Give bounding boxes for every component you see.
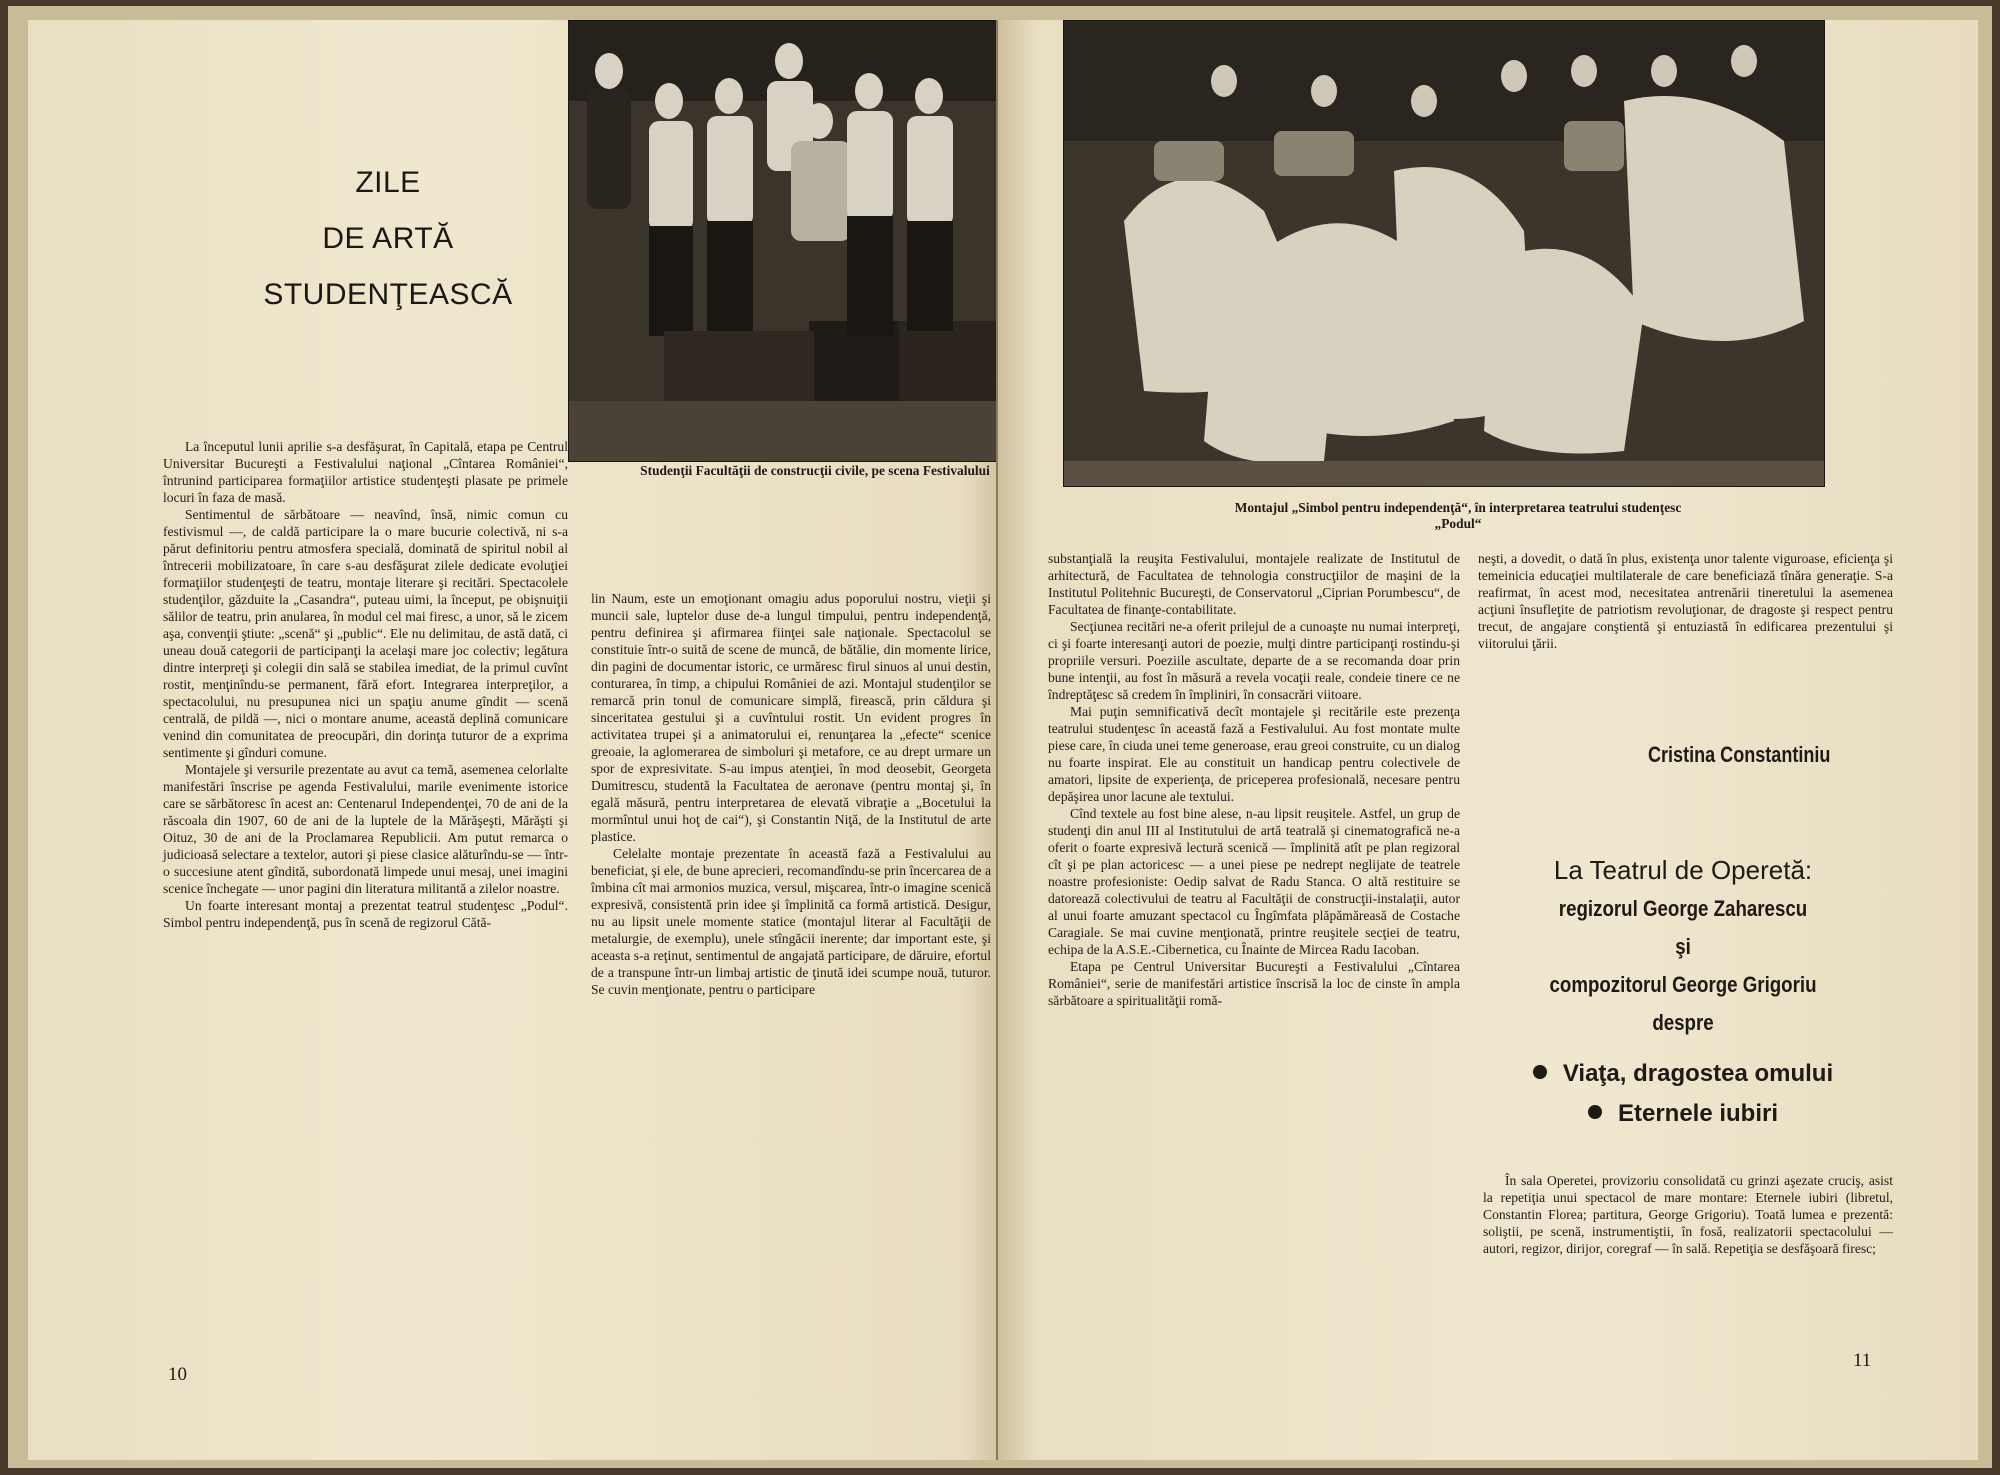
title-line-1: ZILE <box>355 166 421 199</box>
title-line-3: STUDENŢEASCĂ <box>263 278 513 311</box>
opera-bullet-1 <box>1468 1054 1898 1094</box>
paragraph: neşti, a dovedit, o dată în plus, existenţa unor talente viguroase, eficienţa şi temeinicia educaţiei multilaterale de care beneficiază tînăra generaţie. S-a reafirmat, în acest mod, necesitatea antrenării tineretului la asemenea acţiuni însufleţite de patriotism revoluţionar, de dragoste şi respect pentru trecut, de angajare conştientă şi entuziastă în edificarea prezentului şi viitorului ţării. <box>1478 551 1893 651</box>
photo2-caption <box>1148 500 1768 532</box>
photo2-caption-line1: Montajul „Simbol pentru independenţă“, în interpretarea teatrului studenţesc <box>1234 500 1682 515</box>
right-column-2 <box>1478 550 1893 652</box>
opera-headline <box>1468 850 1898 1134</box>
page-number-right: 11 <box>1853 1350 1872 1371</box>
article-title <box>178 155 598 323</box>
left-page <box>28 20 1003 1460</box>
page-number-left: 10 <box>168 1364 187 1385</box>
paragraph: Celelalte montaje prezentate în această fază a Festivalului au beneficiat, şi ele, de bune aprecieri, recomandîndu-se prin încercarea de a îmbina cît mai armonios muzica, versul, mişcarea, într-o imagine scenică expresivă, consistentă prin idee şi împlinită ca formă artistică. Desigur, nu au lipsit unele momente statice (montajul literar al Facultăţii de metalurgie, de exemplu), unele stîngăcii inerente; dar important este, şi aceasta s-a reţinut, sentimentul de angajată participare, de dăruire, efortul de a transpune într-un limbaj artistic de ţinută idei scumpe nouă, tuturor. Se cuvin menţionate, pentru o participare <box>591 846 991 997</box>
photo-podul-theatre <box>1063 20 1825 487</box>
opera-line-3: şi <box>1675 934 1691 959</box>
opera-column <box>1483 1172 1893 1257</box>
right-column-1 <box>1048 550 1460 1009</box>
bullet-icon <box>1533 1065 1547 1079</box>
paragraph: Cînd textele au fost bine alese, n-au lipsit reuşitele. Astfel, un grup de studenţi din anul III al Institutului de artă teatrală şi cinematografică ne-a oferit o foarte expresivă lectură scenică — împlinită atît pe plan regizoral cît şi pe plan actoricesc — a unei piese pe nedrept neglijate de teatrele noastre profesioniste: Oedip salvat de Radu Stanca. O altă restituire se datorează colectivului de teatru al Facultăţii de construcţii-instalaţii, autor al unui foarte amuzant spectacol cu Îngîmfata plăpămăreasă de Costache Caragiale. Se mai cuvine menţionată, printre reuşitele secţiei de teatru, echipa de la A.S.E.-Cibernetica, cu Înainte de Mircea Radu Iacoban. <box>1048 806 1460 957</box>
opera-bullet-2-text: Eternele iubiri <box>1617 1100 1779 1127</box>
paragraph: lin Naum, este un emoţionant omagiu adus poporului nostru, vieţii şi muncii sale, luptelor duse de-a lungul timpului, pentru independenţă, pentru definirea şi afirmarea fiinţei sale naţionale. Spectacolul se constituie într-o suită de scene de muncă, de bătălie, din momente lirice, din pagini de documentar istoric, ce urmăresc firul sinuos al unui destin, conturarea, în timp, a chipului României de azi. Montajul studenţilor se remarcă prin tonul de comunicare simplă, firească, prin căldura şi sinceritatea gestului şi a cuvîntului rostit. Un evident progres în activitatea trupei şi a animatorului ei, renunţarea la „efecte“ scenice greoaie, la aglomerarea de simboluri şi metafore, ce au drept urmare un spor de expresivitate. S-au impus atenţiei, în mod deosebit, Georgeta Dumitrescu, studentă la Facultatea de aeronave (pentru montaj şi, în egală măsură, pentru interpretarea de elevată vibraţie a „Bocetului la mormîntul unui hoţ de cai“), şi Constantin Niţă, de la Institutul de arte plastice. <box>591 591 991 844</box>
opera-line-1: La Teatrul de Operetă: <box>1553 855 1813 885</box>
opera-bullet-2 <box>1468 1094 1898 1134</box>
opera-line-2: regizorul George Zaharescu <box>1558 896 1808 921</box>
paragraph: Montajele şi versurile prezentate au avut ca temă, asemenea celorlalte manifestări înscrise pe agenda Festivalului, marile evenimente istorice care se sărbătoresc în acest an: Centenarul Independenţei, 70 de ani de la răscoala din 1907, 60 de ani de la luptele de la Mărăşeşti, Mărăşti şi Oituz, 30 de ani de la Proclamarea Republicii. Am putut remarca o judicioasă selectare a textelor, autori şi piese clasice alăturîndu-se — într-o succesiune atent gîndită, subordonată limpede unui mesaj, unei imagini scenice închegate — unor pagini din literatura militantă a zilelor noastre. <box>163 762 568 896</box>
title-line-2: DE ARTĂ <box>322 222 454 255</box>
photo2-caption-line2: „Podul“ <box>1434 516 1482 531</box>
paragraph: Mai puţin semnificativă decît montajele şi recitările este prezenţa teatrului studenţesc în această fază a Festivalului. Au fost montate multe piese care, în ciuda unei teme generoase, erau greoi construite, cu un dialog nu foarte inspirat. Ele au constituit un handicap pentru colectivele de amatori, lipsite de experienţa, de priceperea profesională, necesare pentru depăşirea unor lacune ale textului. <box>1048 704 1460 804</box>
paragraph: substanţială la reuşita Festivalului, montajele realizate de Institutul de arhitectură, de Facultatea de tehnologia construcţiilor de maşini de la Institutul Politehnic Bucureşti, de Conservatorul „Ciprian Porumbescu“, de Facultatea de finanţe-contabilitate. <box>1048 551 1460 617</box>
opera-bullet-1-text: Viaţa, dragostea omului <box>1562 1060 1834 1087</box>
paragraph: Un foarte interesant montaj a prezentat teatrul studenţesc „Podul“. Simbol pentru independenţă, pus în scenă de regizorul Cătă- <box>163 898 568 930</box>
paragraph: Sentimentul de sărbătoare — neavînd, însă, nimic comun cu festivismul —, de caldă participare la o mare bucurie colectivă, ni s-a părut definitoriu pentru atmosfera specială, dominată de spiritul nobil al întrecerii mobilizatoare, în care s-au desfăşurat zilele dedicate evoluţiei formaţiilor studenţeşti de teatru, montaje literare şi recitări. Spectacolele studenţilor, găzduite la „Casandra“, puteau uimi, la început, pe obişnuiţii sălilor de teatru, prin anularea, în modul cel mai firesc, a unor, să le zicem aşa, convenţii ştiute: „scenă“ şi „public“. Ele nu delimitau, de astă dată, ci uneau două categorii de participanţi la acelaşi mare joc colectiv; legătura dintre interpreţi şi colegii din sală se stabilea imediat, de la primul cuvînt rostit, menţinîndu-se permanent, fără efort. Integrarea interpreţilor, a spectacolului, nu presupunea nici un spaţiu anume gîndit — scenă centrală, de pildă —, nici o montare anume, această deplină comunicare venind din comunitatea de preocupări, din dorinţa tuturor de a exprima sentimente şi gînduri comune. <box>163 507 568 760</box>
photo1-caption: Studenţii Facultăţii de construcţii civile, pe scena Festivalului <box>640 463 990 478</box>
left-column-2 <box>591 590 991 998</box>
magazine-spread <box>8 6 1992 1468</box>
opera-line-5: despre <box>1652 1010 1714 1035</box>
opera-line-4: compozitorul George Grigoriu <box>1549 972 1817 997</box>
paragraph: Etapa pe Centrul Universitar Bucureşti a Festivalului „Cîntarea României“, serie de manifestări artistice înscrisă la loc de cinste în ampla sărbătoare a spiritualităţii romă- <box>1048 959 1460 1008</box>
paragraph: La începutul lunii aprilie s-a desfăşurat, în Capitală, etapa pe Centrul Universitar Bucureşti a Festivalului naţional „Cîntarea României“, întrunind participarea formaţiilor artistice studenţeşti plasate pe primele locuri în faza de masă. <box>163 439 568 505</box>
left-column-1 <box>163 438 568 931</box>
article-author: Cristina Constantiniu <box>1648 742 1831 767</box>
bullet-icon <box>1588 1105 1602 1119</box>
paragraph: În sala Operetei, provizoriu consolidată cu grinzi aşezate cruciş, asist la repetiţia unui spectacol de mare montare: Eternele iubiri (libretul, Constantin Florea; partitura, George Grigoriu). Toată lumea e prezentă: soliştii, pe scenă, instrumentiştii, în fosă, realizatorii spectacolului — autori, regizor, dirijor, coregraf — în sală. Repetiţia se desfăşoară firesc; <box>1483 1173 1893 1256</box>
paragraph: Secţiunea recitări ne-a oferit prilejul de a cunoaşte nu numai interpreţi, ci şi foarte interesanţi autori de poezie, mulţi dintre participanţi rostindu-şi propriile versuri. Poeziile ascultate, departe de a se recomanda doar prin bune intenţii, au fost în măsură a revela vocaţii reale, condeie tinere ce ne îndreptăţesc să credem în împliniri, în consacrări viitoare. <box>1048 619 1460 702</box>
right-page <box>998 20 1978 1460</box>
photo-students-stage <box>568 20 998 462</box>
